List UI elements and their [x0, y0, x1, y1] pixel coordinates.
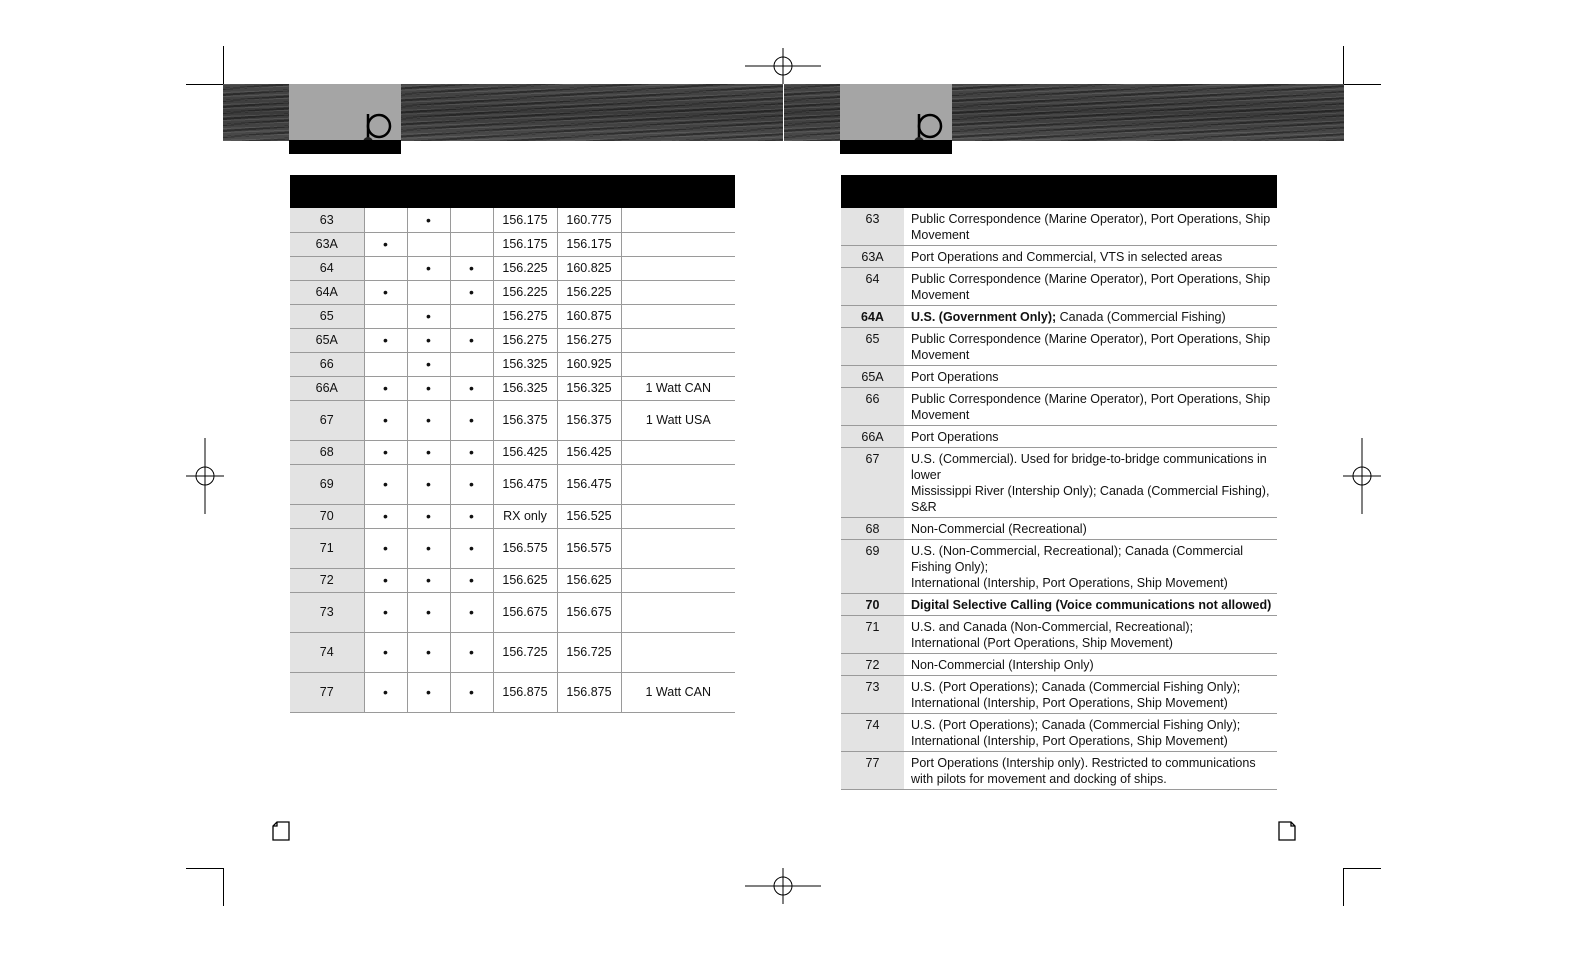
channel-number-cell: 64A	[841, 306, 904, 328]
mode-1-mark: •	[364, 592, 407, 632]
channel-usage-cell	[904, 616, 1277, 654]
channel-number-cell: 67	[290, 400, 364, 440]
tx-frequency-cell: RX only	[493, 504, 557, 528]
usage-text: Public Correspondence (Marine Operator), Port Operations, Ship Movement	[911, 392, 1271, 422]
usage-emphasis: Digital Selective Calling (Voice communications not allowed)	[911, 598, 1272, 612]
usage-text-line: U.S. (Port Operations); Canada (Commercial Fishing Only);	[911, 680, 1241, 694]
rx-frequency-cell: 156.325	[557, 376, 621, 400]
usage-text-line: International (Intership, Port Operations, Ship Movement)	[911, 696, 1228, 710]
mode-1-mark	[364, 256, 407, 280]
usage-text-line: U.S. (Port Operations); Canada (Commercial Fishing Only);	[911, 718, 1241, 732]
mode-2-mark: •	[407, 328, 450, 352]
mode-1-mark: •	[364, 632, 407, 672]
tx-frequency-cell: 156.225	[493, 280, 557, 304]
channel-number-cell: 70	[841, 594, 904, 616]
mode-1-mark: •	[364, 440, 407, 464]
tx-frequency-cell: 156.425	[493, 440, 557, 464]
table-row	[290, 352, 735, 376]
channel-frequency-table	[290, 175, 735, 713]
channel-number-cell: 66A	[841, 426, 904, 448]
power-note-cell	[621, 352, 735, 376]
mode-1-mark: •	[364, 376, 407, 400]
usage-text-line: with pilots for movement and docking of ships.	[911, 772, 1167, 786]
channel-number-cell: 71	[290, 528, 364, 568]
mode-1-mark: •	[364, 232, 407, 256]
usage-text-line: International (Intership, Port Operations, Ship Movement)	[911, 576, 1228, 590]
table-row	[290, 280, 735, 304]
table-row	[841, 616, 1277, 654]
channel-number-cell: 66A	[290, 376, 364, 400]
usage-text: Public Correspondence (Marine Operator), Port Operations, Ship Movement	[911, 212, 1271, 242]
rx-frequency-cell: 156.275	[557, 328, 621, 352]
table-row	[290, 440, 735, 464]
mode-2-mark	[407, 232, 450, 256]
tx-frequency-cell: 156.275	[493, 304, 557, 328]
channel-number-cell: 63	[290, 208, 364, 232]
mode-2-mark: •	[407, 256, 450, 280]
rx-frequency-cell: 156.675	[557, 592, 621, 632]
crop-mark	[1344, 868, 1381, 869]
mode-2-mark: •	[407, 504, 450, 528]
channel-number-cell: 77	[841, 752, 904, 790]
mode-2-mark: •	[407, 376, 450, 400]
crop-mark	[223, 46, 224, 84]
table-row	[841, 366, 1277, 388]
usage-text: Port Operations	[911, 430, 999, 444]
table-row	[290, 256, 735, 280]
mode-3-mark: •	[450, 672, 493, 712]
mode-2-mark: •	[407, 464, 450, 504]
mode-3-mark: •	[450, 328, 493, 352]
usage-text: Port Operations and Commercial, VTS in selected areas	[911, 250, 1223, 264]
table-row	[841, 388, 1277, 426]
channel-number-cell: 63	[841, 208, 904, 246]
channel-usage-cell	[904, 594, 1277, 616]
mode-3-mark: •	[450, 528, 493, 568]
rx-frequency-cell: 156.525	[557, 504, 621, 528]
channel-number-cell: 69	[841, 540, 904, 594]
table-row	[290, 632, 735, 672]
mode-3-mark: •	[450, 400, 493, 440]
tx-frequency-cell: 156.175	[493, 208, 557, 232]
table-row	[290, 208, 735, 232]
power-note-cell: 1 Watt CAN	[621, 672, 735, 712]
mode-1-mark: •	[364, 528, 407, 568]
mode-1-mark	[364, 352, 407, 376]
table-row	[290, 232, 735, 256]
table-row	[290, 400, 735, 440]
table-row	[290, 328, 735, 352]
mode-3-mark: •	[450, 464, 493, 504]
table-row	[290, 464, 735, 504]
mode-2-mark: •	[407, 568, 450, 592]
channel-number-cell: 74	[290, 632, 364, 672]
mode-3-mark: •	[450, 568, 493, 592]
mode-1-mark: •	[364, 568, 407, 592]
mode-2-mark: •	[407, 632, 450, 672]
channel-usage-cell	[904, 518, 1277, 540]
page-corner-icon	[1278, 821, 1296, 841]
table-row	[841, 594, 1277, 616]
table-row	[290, 568, 735, 592]
tx-frequency-cell: 156.325	[493, 352, 557, 376]
registration-mark-icon	[186, 438, 224, 514]
rx-frequency-cell: 156.425	[557, 440, 621, 464]
mode-3-mark: •	[450, 280, 493, 304]
usage-text-line: U.S. and Canada (Non-Commercial, Recreational);	[911, 620, 1194, 634]
table-row	[841, 426, 1277, 448]
channel-usage-cell	[904, 540, 1277, 594]
rx-frequency-cell: 156.375	[557, 400, 621, 440]
crop-mark	[223, 868, 224, 906]
channel-number-cell: 68	[841, 518, 904, 540]
channel-usage-cell	[904, 246, 1277, 268]
channel-number-cell: 66	[290, 352, 364, 376]
tx-frequency-cell: 156.275	[493, 328, 557, 352]
table-row	[841, 328, 1277, 366]
channel-number-cell: 73	[841, 676, 904, 714]
tx-frequency-cell: 156.325	[493, 376, 557, 400]
channel-usage-cell	[904, 426, 1277, 448]
channel-number-cell: 65	[841, 328, 904, 366]
usage-text-line: U.S. (Non-Commercial, Recreational); Canada (Commercial Fishing Only);	[911, 544, 1244, 574]
usage-text: Non-Commercial (Recreational)	[911, 522, 1087, 536]
channel-usage-cell	[904, 654, 1277, 676]
power-note-cell	[621, 568, 735, 592]
power-note-cell	[621, 232, 735, 256]
tx-frequency-cell: 156.625	[493, 568, 557, 592]
usage-text-line: Mississippi River (Intership Only); Canada (Commercial Fishing), S&R	[911, 484, 1270, 514]
usage-text-line: International (Intership, Port Operations, Ship Movement)	[911, 734, 1228, 748]
mode-3-mark	[450, 232, 493, 256]
mode-3-mark: •	[450, 632, 493, 672]
channel-number-cell: 65	[290, 304, 364, 328]
table-row	[841, 246, 1277, 268]
mode-3-mark: •	[450, 440, 493, 464]
mode-3-mark: •	[450, 592, 493, 632]
channel-usage-cell	[904, 268, 1277, 306]
usage-text: Public Correspondence (Marine Operator), Port Operations, Ship Movement	[911, 332, 1271, 362]
table-row	[841, 676, 1277, 714]
table-row	[290, 672, 735, 712]
mode-1-mark	[364, 208, 407, 232]
crop-mark	[186, 868, 223, 869]
channel-usage-cell	[904, 752, 1277, 790]
channel-usage-cell	[904, 328, 1277, 366]
tx-frequency-cell: 156.575	[493, 528, 557, 568]
rx-frequency-cell: 156.175	[557, 232, 621, 256]
channel-number-cell: 72	[290, 568, 364, 592]
channel-usage-cell	[904, 448, 1277, 518]
section-tab-left	[289, 84, 401, 154]
channel-number-cell: 64A	[290, 280, 364, 304]
channel-number-cell: 67	[841, 448, 904, 518]
mode-2-mark: •	[407, 208, 450, 232]
channel-usage-cell	[904, 208, 1277, 246]
mode-3-mark: •	[450, 256, 493, 280]
channel-number-cell: 65A	[290, 328, 364, 352]
channel-number-cell: 64	[841, 268, 904, 306]
power-note-cell	[621, 632, 735, 672]
power-note-cell	[621, 464, 735, 504]
mode-1-mark: •	[364, 400, 407, 440]
mode-2-mark: •	[407, 528, 450, 568]
registration-mark-icon	[1343, 438, 1381, 514]
rx-frequency-cell: 160.925	[557, 352, 621, 376]
channel-number-cell: 69	[290, 464, 364, 504]
channel-usage-cell	[904, 306, 1277, 328]
mode-2-mark	[407, 280, 450, 304]
channel-number-cell: 77	[290, 672, 364, 712]
channel-number-cell: 65A	[841, 366, 904, 388]
power-note-cell	[621, 440, 735, 464]
tx-frequency-cell: 156.225	[493, 256, 557, 280]
usage-text: Port Operations	[911, 370, 999, 384]
table-row	[841, 268, 1277, 306]
usage-text-line: U.S. (Commercial). Used for bridge-to-bridge communications in lower	[911, 452, 1267, 482]
table-row	[290, 528, 735, 568]
mode-2-mark: •	[407, 672, 450, 712]
usage-text	[911, 717, 1273, 749]
channel-number-cell: 66	[841, 388, 904, 426]
usage-text	[911, 451, 1273, 515]
crop-mark	[1343, 46, 1344, 84]
power-note-cell	[621, 504, 735, 528]
table-row	[841, 714, 1277, 752]
channel-usage-cell	[904, 366, 1277, 388]
rx-frequency-cell: 160.875	[557, 304, 621, 328]
table-row	[841, 540, 1277, 594]
usage-text-line: International (Port Operations, Ship Movement)	[911, 636, 1173, 650]
table-row	[841, 654, 1277, 676]
mode-1-mark: •	[364, 672, 407, 712]
usage-emphasis: U.S. (Government Only);	[911, 310, 1057, 324]
channel-number-cell: 73	[290, 592, 364, 632]
tx-frequency-cell: 156.725	[493, 632, 557, 672]
table-row	[841, 208, 1277, 246]
tab-footer-bar	[840, 140, 952, 154]
channel-number-cell: 63A	[841, 246, 904, 268]
tx-frequency-cell: 156.675	[493, 592, 557, 632]
channel-number-cell: 63A	[290, 232, 364, 256]
table-header-bar	[841, 175, 1277, 208]
table-row	[841, 306, 1277, 328]
channel-number-cell: 71	[841, 616, 904, 654]
table-header-bar	[290, 175, 735, 208]
power-note-cell	[621, 304, 735, 328]
crop-mark	[1343, 868, 1344, 906]
rx-frequency-cell: 156.725	[557, 632, 621, 672]
power-note-cell: 1 Watt CAN	[621, 376, 735, 400]
channel-number-cell: 64	[290, 256, 364, 280]
table-row	[290, 504, 735, 528]
power-note-cell: 1 Watt USA	[621, 400, 735, 440]
mode-1-mark: •	[364, 280, 407, 304]
usage-text	[911, 543, 1273, 591]
channel-number-cell: 72	[841, 654, 904, 676]
registration-mark-icon	[745, 48, 821, 84]
mode-3-mark	[450, 304, 493, 328]
table-row	[841, 448, 1277, 518]
mode-2-mark: •	[407, 352, 450, 376]
usage-text	[911, 755, 1273, 787]
page-corner-icon	[272, 821, 290, 841]
mode-2-mark: •	[407, 592, 450, 632]
table-row	[290, 592, 735, 632]
channel-number-cell: 70	[290, 504, 364, 528]
table-row	[290, 304, 735, 328]
mode-3-mark: •	[450, 376, 493, 400]
crop-mark	[1344, 84, 1381, 85]
power-note-cell	[621, 256, 735, 280]
channel-usage-cell	[904, 676, 1277, 714]
mode-2-mark: •	[407, 304, 450, 328]
rx-frequency-cell: 160.775	[557, 208, 621, 232]
tx-frequency-cell: 156.875	[493, 672, 557, 712]
mode-1-mark	[364, 304, 407, 328]
section-tab-right	[840, 84, 952, 154]
channel-usage-table	[841, 175, 1277, 790]
mode-3-mark	[450, 352, 493, 376]
mode-3-mark	[450, 208, 493, 232]
channel-usage-cell	[904, 388, 1277, 426]
power-note-cell	[621, 280, 735, 304]
channel-number-cell: 68	[290, 440, 364, 464]
usage-text: Public Correspondence (Marine Operator), Port Operations, Ship Movement	[911, 272, 1271, 302]
power-note-cell	[621, 592, 735, 632]
power-note-cell	[621, 208, 735, 232]
tab-footer-bar	[289, 140, 401, 154]
tx-frequency-cell: 156.375	[493, 400, 557, 440]
rx-frequency-cell: 156.875	[557, 672, 621, 712]
rx-frequency-cell: 156.575	[557, 528, 621, 568]
usage-text	[911, 679, 1273, 711]
tx-frequency-cell: 156.175	[493, 232, 557, 256]
registration-mark-icon	[745, 868, 821, 904]
mode-2-mark: •	[407, 440, 450, 464]
usage-text: Non-Commercial (Intership Only)	[911, 658, 1094, 672]
rx-frequency-cell: 160.825	[557, 256, 621, 280]
tx-frequency-cell: 156.475	[493, 464, 557, 504]
mode-2-mark: •	[407, 400, 450, 440]
power-note-cell	[621, 528, 735, 568]
channel-usage-cell	[904, 714, 1277, 752]
rx-frequency-cell: 156.225	[557, 280, 621, 304]
power-note-cell	[621, 328, 735, 352]
table-row	[841, 518, 1277, 540]
mode-1-mark: •	[364, 504, 407, 528]
rx-frequency-cell: 156.475	[557, 464, 621, 504]
usage-text: Canada (Commercial Fishing)	[1056, 310, 1226, 324]
table-row	[290, 376, 735, 400]
mode-3-mark: •	[450, 504, 493, 528]
table-row	[841, 752, 1277, 790]
usage-text-line: Port Operations (Intership only). Restricted to communications	[911, 756, 1256, 770]
crop-mark	[186, 84, 223, 85]
mode-1-mark: •	[364, 464, 407, 504]
usage-text	[911, 619, 1273, 651]
mode-1-mark: •	[364, 328, 407, 352]
rx-frequency-cell: 156.625	[557, 568, 621, 592]
channel-number-cell: 74	[841, 714, 904, 752]
